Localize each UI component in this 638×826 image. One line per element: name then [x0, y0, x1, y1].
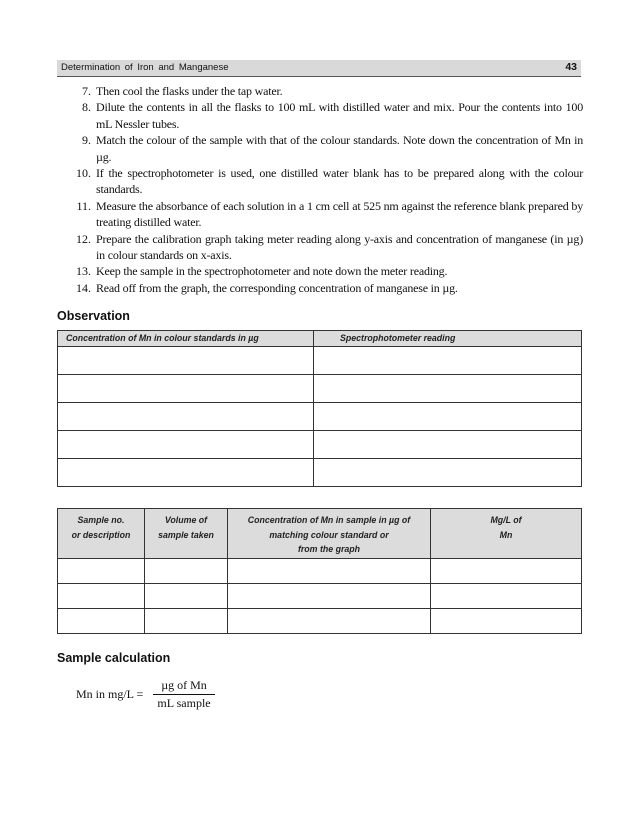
table-row: [58, 430, 582, 458]
column-header-volume: Volume of sample taken: [145, 509, 228, 559]
step-text: Match the colour of the sample with that of the colour standards. Note down the concentration of Mn in µg.: [96, 133, 583, 164]
list-item: [57, 132, 583, 165]
list-item: [57, 83, 583, 99]
table-cell[interactable]: [314, 430, 582, 458]
table-row: [58, 458, 582, 486]
formula-denominator: mL sample: [157, 696, 211, 710]
table-cell[interactable]: [314, 402, 582, 430]
table-cell[interactable]: [58, 609, 145, 634]
step-number: 11.: [76, 198, 91, 213]
step-text: Dilute the contents in all the flasks to 100 mL with distilled water and mix. Pour the contents into 100 mL Nessler tubes.: [96, 100, 583, 131]
table-cell[interactable]: [431, 584, 582, 609]
observation-heading: Observation: [57, 309, 130, 323]
formula-lhs: Mn in mg/L =: [76, 687, 144, 701]
step-number: 12.: [76, 231, 91, 246]
list-item: [57, 280, 583, 296]
step-text: Measure the absorbance of each solution in a 1 cm cell at 525 nm against the reference blank prepared by treating distilled water.: [96, 198, 583, 230]
step-text: Keep the sample in the spectrophotometer and note down the meter reading.: [96, 264, 448, 279]
list-item: [57, 165, 583, 198]
table-cell[interactable]: [314, 458, 582, 486]
table-cell[interactable]: [58, 430, 314, 458]
table-cell[interactable]: [431, 559, 582, 584]
table-cell[interactable]: [228, 584, 431, 609]
table-cell[interactable]: [145, 584, 228, 609]
step-text: If the spectrophotometer is used, one distilled water blank has to be prepared along with the colour standards.: [96, 166, 583, 197]
table-cell[interactable]: [145, 559, 228, 584]
calibration-table: [57, 330, 582, 487]
column-header-sample-no: Sample no. or description: [58, 509, 145, 559]
step-number: 14.: [76, 280, 91, 295]
column-header-concentration: Concentration of Mn in colour standards in µg: [58, 331, 314, 347]
list-item: [57, 198, 583, 231]
procedure-steps: [57, 83, 583, 296]
header-title: Determination of Iron and Manganese: [61, 62, 229, 73]
column-header-mg-per-l: Mg/L of Mn: [431, 509, 582, 559]
list-item: [57, 99, 583, 132]
table-row: [58, 609, 582, 634]
formula-fraction: [153, 678, 215, 711]
table-cell[interactable]: [58, 346, 314, 374]
step-number: 9.: [82, 133, 91, 148]
table-cell[interactable]: [314, 346, 582, 374]
step-text: Read off from the graph, the corresponding concentration of manganese in µg.: [96, 280, 458, 295]
table-cell[interactable]: [58, 584, 145, 609]
list-item: [57, 263, 583, 279]
table-cell[interactable]: [58, 402, 314, 430]
sample-table: [57, 508, 582, 634]
list-item: [57, 231, 583, 264]
column-header-concentration-sample: Concentration of Mn in sample in µg of matching colour standard or from the graph: [228, 509, 431, 559]
table-cell[interactable]: [314, 374, 582, 402]
sample-calculation-heading: Sample calculation: [57, 651, 171, 665]
table-row: [58, 559, 582, 584]
table-row: [58, 584, 582, 609]
formula-numerator: µg of Mn: [153, 678, 215, 695]
step-number: 13.: [76, 264, 91, 279]
table-cell[interactable]: [145, 609, 228, 634]
table-cell[interactable]: [431, 609, 582, 634]
page-number: 43: [565, 61, 577, 73]
running-header: [57, 60, 581, 77]
step-number: 10.: [76, 166, 91, 181]
table-cell[interactable]: [58, 374, 314, 402]
table-row: [58, 402, 582, 430]
step-number: 8.: [82, 100, 91, 115]
table-cell[interactable]: [58, 559, 145, 584]
table-row: [58, 374, 582, 402]
table-cell[interactable]: [228, 609, 431, 634]
column-header-reading: Spectrophotometer reading: [314, 331, 582, 347]
table-cell[interactable]: [58, 458, 314, 486]
table-cell[interactable]: [228, 559, 431, 584]
table-row: [58, 346, 582, 374]
step-number: 7.: [82, 84, 91, 98]
step-text: Then cool the flasks under the tap water.: [96, 84, 283, 98]
step-text: Prepare the calibration graph taking meter reading along y-axis and concentration of manganese (in µg) in colour standards on x-axis.: [96, 231, 583, 263]
